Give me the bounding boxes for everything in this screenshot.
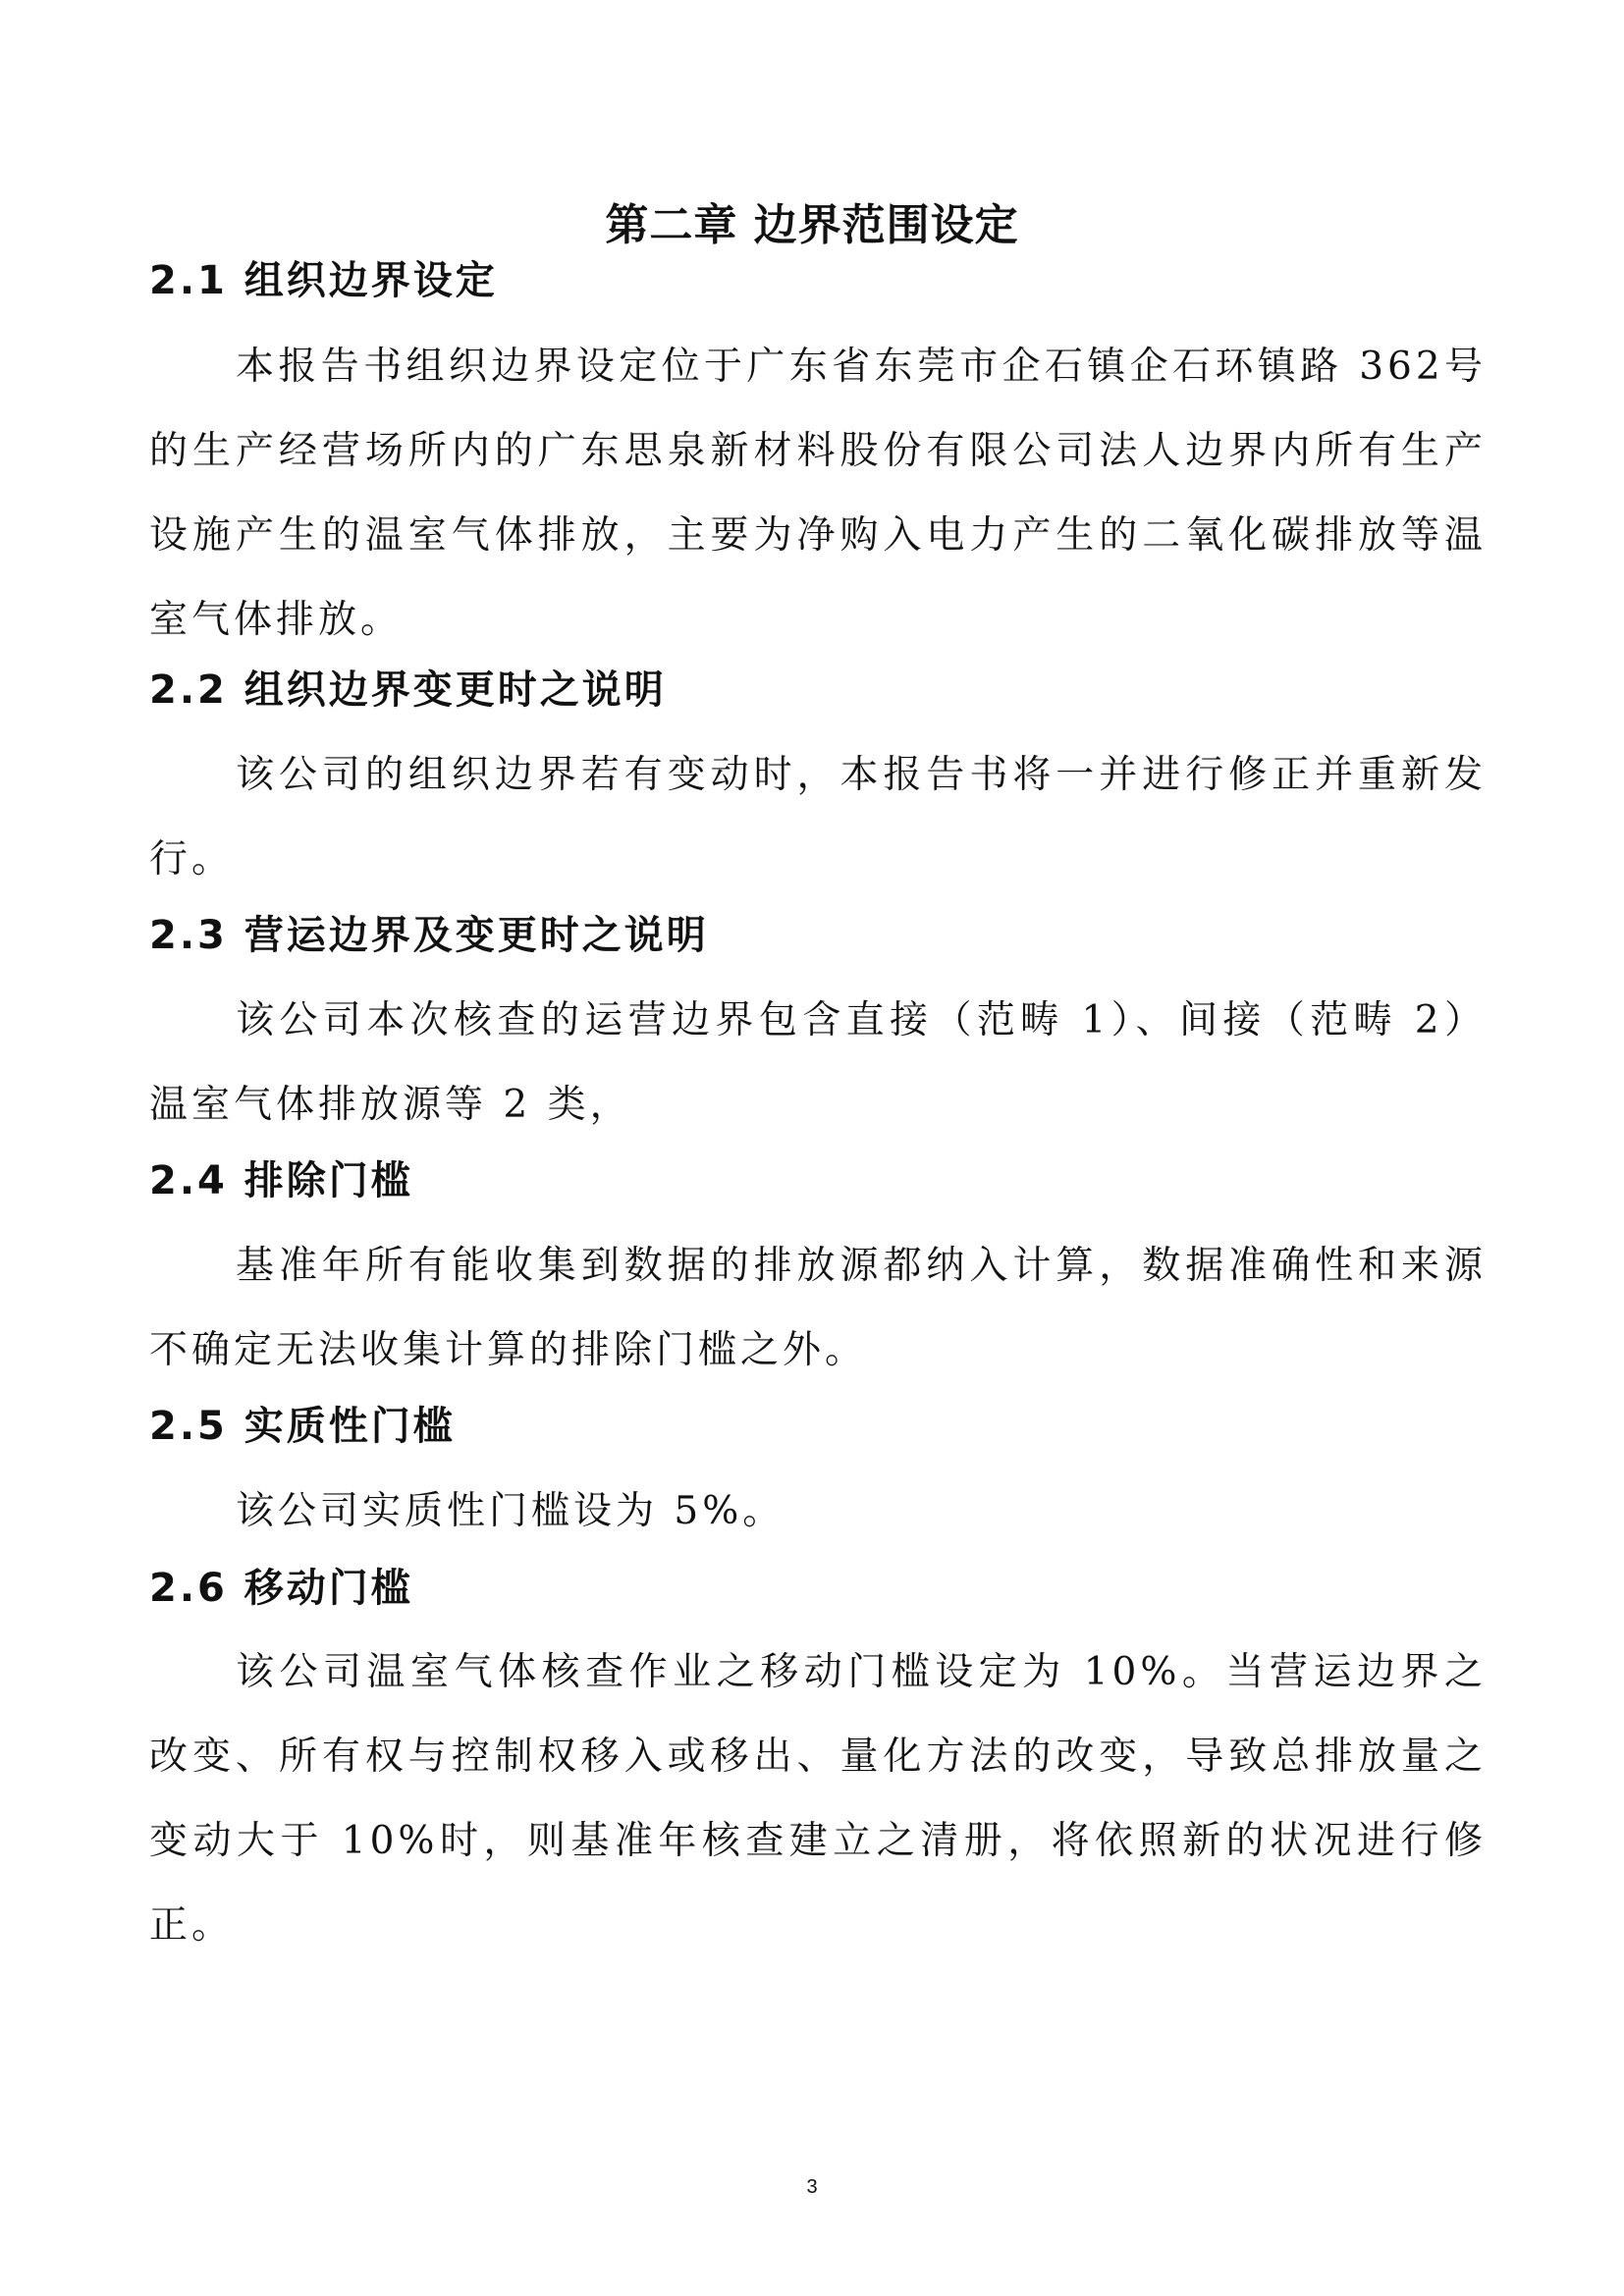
section-heading-2-6: 2.6 移动门槛 bbox=[149, 1566, 413, 1611]
section-paragraph-2-4: 基准年所有能收集到数据的排放源都纳入计算，数据准确性和来源不确定无法收集计算的排除门槛之外。 bbox=[149, 1244, 1487, 1372]
section-paragraph-2-5: 该公司实质性门槛设为 5%。 bbox=[236, 1489, 785, 1533]
section-heading-2-2: 2.2 组织边界变更时之说明 bbox=[149, 667, 667, 713]
section-paragraph-2-1: 本报告书组织边界设定位于广东省东莞市企石镇企石环镇路 362号的生产经营场所内的广东思泉新材料股份有限公司法人边界内所有生产设施产生的温室气体排放，主要为净购入电力产生的二氧化碳排放等温室气体排放。 bbox=[149, 345, 1487, 642]
section-paragraph-2-2: 该公司的组织边界若有变动时，本报告书将一并进行修正并重新发行。 bbox=[149, 753, 1487, 881]
chapter-title: 第二章 边界范围设定 bbox=[605, 200, 1019, 250]
section-heading-2-1: 2.1 组织边界设定 bbox=[149, 258, 498, 303]
section-heading-2-3: 2.3 营运边界及变更时之说明 bbox=[149, 913, 709, 958]
section-paragraph-2-6: 该公司温室气体核查作业之移动门槛设定为 10%。当营运边界之改变、所有权与控制权移入或移出、量化方法的改变，导致总排放量之变动大于 10%时，则基准年核查建立之清册，将依照新的状况进行修正。 bbox=[149, 1650, 1487, 1948]
section-paragraph-2-3: 该公司本次核查的运营边界包含直接（范畴 1）、间接（范畴 2）温室气体排放源等 2 类， bbox=[149, 998, 1487, 1127]
section-heading-2-4: 2.4 排除门槛 bbox=[149, 1158, 413, 1203]
page-number: 3 bbox=[806, 2176, 818, 2198]
section-heading-2-5: 2.5 实质性门槛 bbox=[149, 1404, 456, 1449]
